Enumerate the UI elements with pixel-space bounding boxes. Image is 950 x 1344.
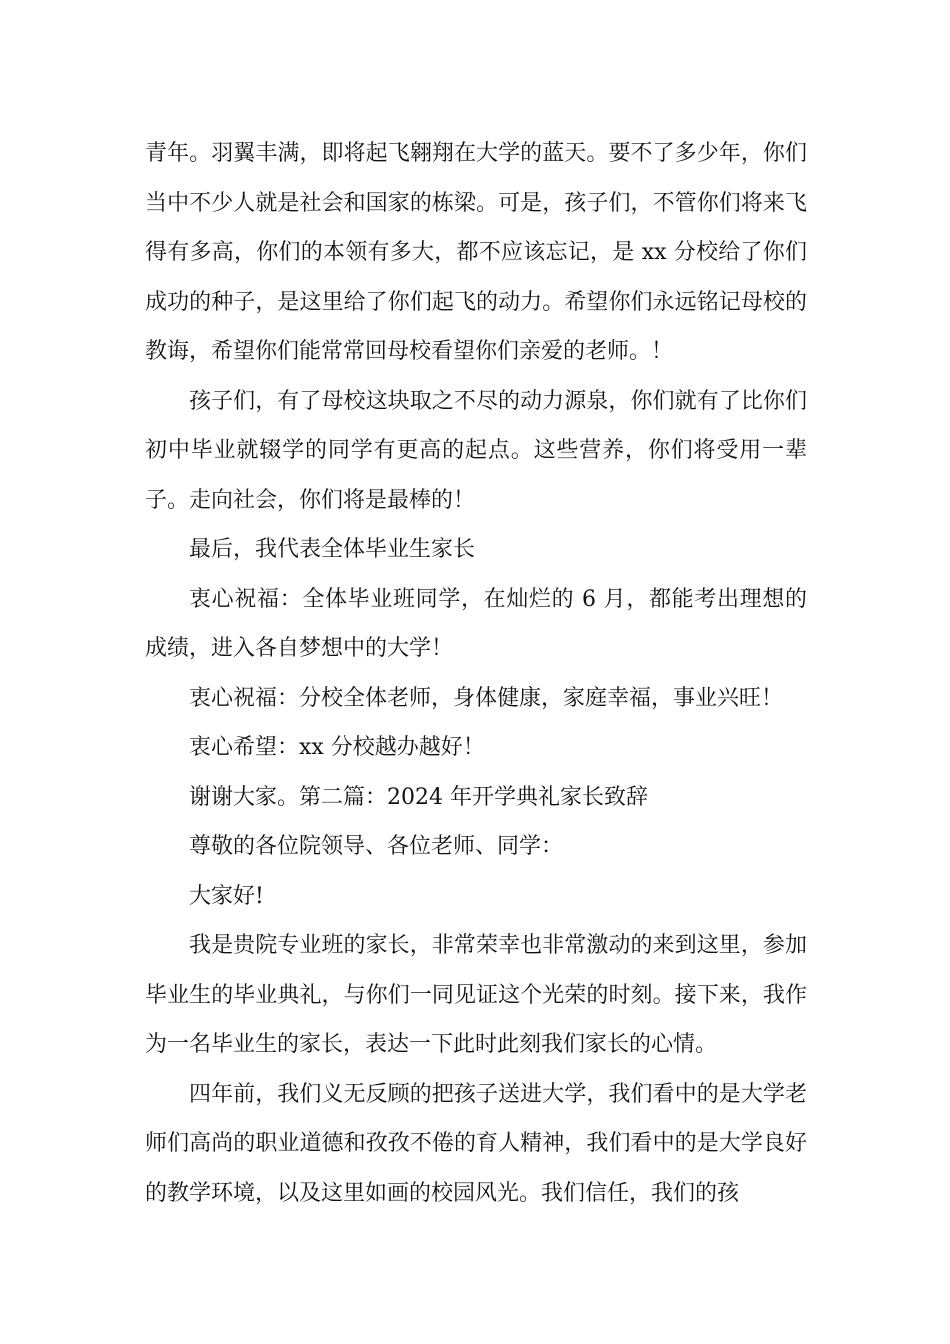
paragraph-7: 谢谢大家。第二篇：2024 年开学典礼家长致辞 xyxy=(189,784,648,810)
paragraph-8: 尊敬的各位院领导、各位老师、同学： xyxy=(189,834,564,859)
paragraph-9: 大家好! xyxy=(189,883,264,909)
paragraph-6: 衷心希望：xx 分校越办越好！ xyxy=(189,735,485,760)
paragraph-11: 四年前，我们义无反顾的把孩子送进大学，我们看中的是大学老师们高尚的职业道德和孜孜不倦的育人精神，我们看中的是大学良好的教学环境，以及这里如画的校园风光。我们信任，我们的孩 xyxy=(145,1081,807,1206)
paragraph-5: 衷心祝福：分校全体老师，身体健康，家庭幸福，事业兴旺！ xyxy=(189,685,784,711)
paragraph-1: 青年。羽翼丰满，即将起飞翱翔在大学的蓝天。要不了多少年，你们当中不少人就是社会和国家的栋梁。可是，孩子们，不管你们将来飞得有多高，你们的本领有多大，都不应该忘记，是 xx 分校给了你们成功的种子，是这里给了你们起飞的动力。希望你们永远铭记母校的教诲，希望你们能常常回母校看望你们亲爱的老师。！ xyxy=(145,141,807,364)
paragraph-10: 我是贵院专业班的家长，非常荣幸也非常激动的来到这里，参加毕业生的毕业典礼，与你们一同见证这个光荣的时刻。接下来，我作为一名毕业生的家长，表达一下此时此刻我们家长的心情。 xyxy=(145,933,807,1057)
paragraph-2: 孩子们，有了母校这块取之不尽的动力源泉，你们就有了比你们初中毕业就辍学的同学有更高的起点。这些营养，你们将受用一辈子。走向社会，你们将是最棒的！ xyxy=(145,388,807,513)
document-body xyxy=(145,129,807,1218)
paragraph-4: 衷心祝福：全体毕业班同学，在灿烂的 6 月，都能考出理想的成绩，进入各自梦想中的大学！ xyxy=(145,586,807,661)
paragraph-3: 最后，我代表全体毕业生家长 xyxy=(189,537,476,562)
